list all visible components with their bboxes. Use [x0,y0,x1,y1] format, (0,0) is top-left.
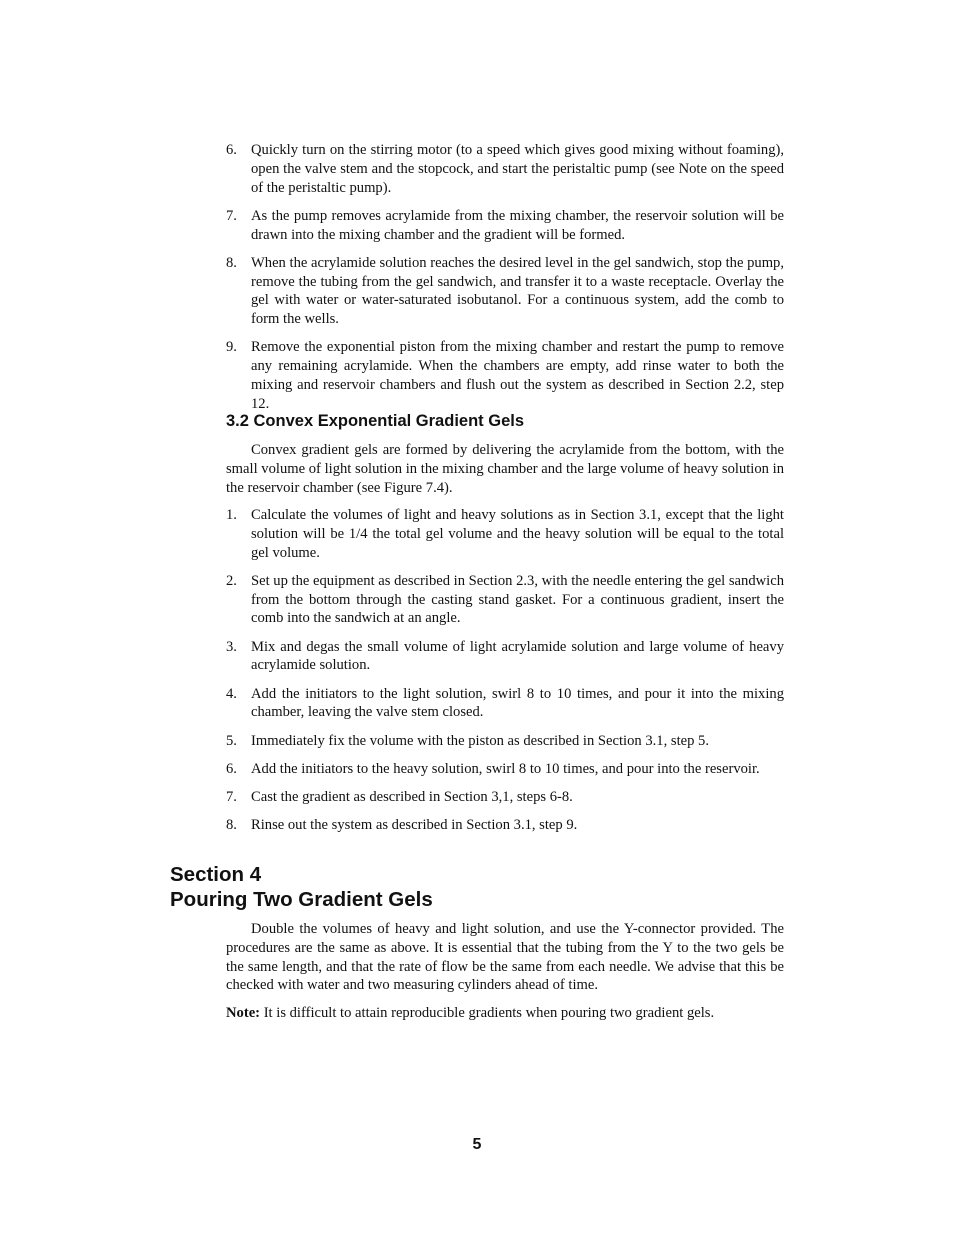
list-item [226,638,784,676]
list-item-text: Set up the equipment as described in Section 2.3, with the needle entering the gel sandwich from the bottom through the casting stand gasket. For a continuous gradient, insert the comb into the sandwich at an angle. [251,572,784,627]
list-item-text: Rinse out the system as described in Section 3.1, step 9. [251,817,578,834]
list-item-number: 5. [226,732,237,749]
list-item-number: 6. [226,142,237,158]
list-item-text: As the pump removes acrylamide from the mixing chamber, the reservoir solution will be drawn into the mixing chamber and the gradient will be formed. [251,207,784,243]
list-item [226,207,784,245]
section-3-2-heading: 3.2 Convex Exponential Gradient Gels [226,412,525,430]
page-number: 5 [472,1136,482,1153]
step-list-continued [226,141,784,423]
list-item-text: Immediately fix the volume with the piston as described in Section 3.1, step 5. [251,732,709,749]
list-item [226,254,784,329]
list-item-text: When the acrylamide solution reaches the desired level in the gel sandwich, stop the pump, remove the tubing from the gel sandwich, and transfer it to a waste receptacle. Overlay the gel with water or water-saturated isobutanol. For a continuous system, add the comb to form the wells. [251,254,784,328]
list-item-number: 3. [226,638,237,655]
list-item-number: 9. [226,339,237,356]
list-item-number: 8. [226,254,237,271]
list-item [226,732,784,751]
section-4-heading [170,862,433,912]
section-4-title: Pouring Two Gradient Gels [170,888,433,911]
list-item [226,788,784,807]
step-list-convex [226,506,784,844]
list-item-number: 6. [226,760,237,777]
list-item [226,141,784,197]
list-item [226,572,784,628]
list-item-text: Quickly turn on the stirring motor (to a speed which gives good mixing without foaming), open the valve stem and the stopcock, and start the peristaltic pump (see Note on the speed of the peristaltic pump). [251,142,784,196]
list-item-text: Remove the exponential piston from the mixing chamber and restart the pump to remove any remaining acrylamide. When the chambers are empty, add rinse water to both the mixing and reservoir chambers and flush out the system as described in Section 2.2, step 12. [251,339,784,412]
section-4-number: Section 4 [170,863,262,886]
list-item-number: 2. [226,572,237,589]
note-paragraph [226,1004,784,1023]
list-item [226,685,784,723]
section-4-body: Double the volumes of heavy and light solution, and use the Y-connector provided. The procedures are the same as above. It is essential that the tubing from the Y to the two gels be the same length, and that the rate of flow be the same from each needle. We advise that this be checked with water and two measuring cylinders ahead of time. [226,921,784,994]
list-item-text: Calculate the volumes of light and heavy solutions as in Section 3.1, except that the light solution will be 1/4 the total gel volume and the heavy solution will be equal to the total gel volume. [251,507,784,561]
note-label: Note: [226,1005,261,1021]
list-item [226,506,784,562]
list-item [226,816,784,835]
list-item-text: Add the initiators to the light solution, swirl 8 to 10 times, and pour it into the mixing chamber, leaving the valve stem closed. [251,685,784,721]
note-text: It is difficult to attain reproducible gradients when pouring two gradient gels. [260,1005,715,1021]
list-item [226,338,784,413]
list-item-number: 7. [226,207,237,224]
list-item-number: 4. [226,685,237,702]
list-item-number: 8. [226,817,237,834]
list-item-text: Add the initiators to the heavy solution, swirl 8 to 10 times, and pour into the reservoir. [251,760,760,777]
list-item-text: Mix and degas the small volume of light acrylamide solution and large volume of heavy acrylamide solution. [251,638,784,674]
section-3-2-intro: Convex gradient gels are formed by delivering the acrylamide from the bottom, with the small volume of light solution in the mixing chamber and the large volume of heavy solution in the reservoir chamber (see Figure 7.4). [226,442,784,496]
list-item-text: Cast the gradient as described in Section 3,1, steps 6-8. [251,788,573,805]
list-item [226,760,784,779]
list-item-number: 1. [226,507,237,523]
list-item-number: 7. [226,788,237,805]
